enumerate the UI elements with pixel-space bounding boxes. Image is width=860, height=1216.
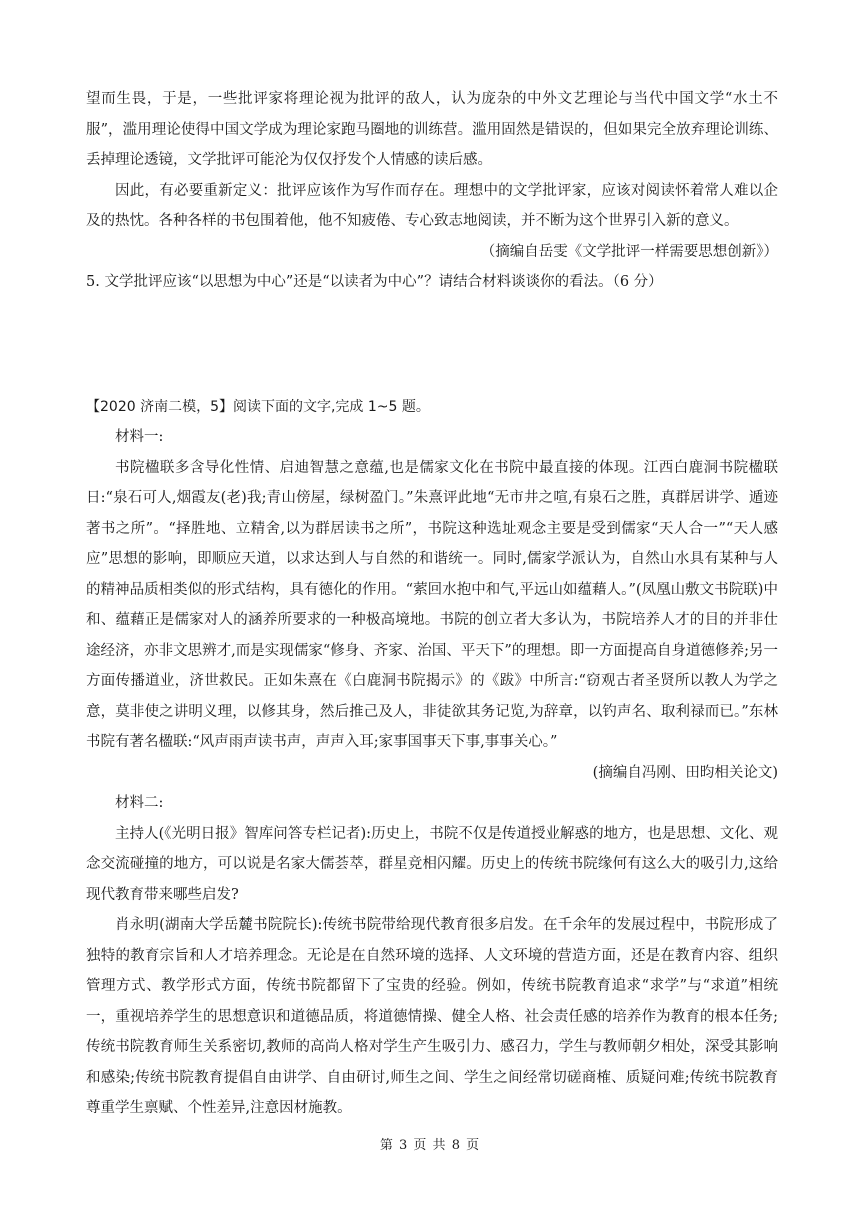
material-1-text: 书院楹联多含导化性情、启迪智慧之意蕴,也是儒家文化在书院中最直接的体现。江西白鹿洞书院楹联日:“泉石可人,烟霞友(老)我;青山傍屋，绿树盈门。”朱熹评此地“无市井之喧,有泉石之胜，真群居讲学、遁迹著书之所”。“择胜地、立精舍,以为群居读书之所”，书院这种选址观念主要是受到儒家“天人合一”“天人感应”思想的影响，即顺应天道，以求达到人与自然的和谐统一。同时,儒家学派认为，自然山水具有某种与人的精神品质相类似的形式结构，具有德化的作用。“萦回水抱中和气,平远山如蕴藉人。”(凤凰山敷文书院联)中和、蕴藉正是儒家对人的涵养所要求的一种极高境地。书院的创立者大多认为，书院培养人才的目的并非仕途经济，亦非文思辨才,而是实现儒家“修身、齐家、治国、平天下”的理想。即一方面提高自身道德修养;另一方面传播道业，济世救民。正如朱熹在《白鹿洞书院揭示》的《跋》中所言:“窃观古者圣贤所以教人为学之意，莫非使之讲明义理，以修其身，然后推己及人，非徒欲其务记览,为辞章，以钓声名、取利禄而已。”东林书院有著名楹联:“风声雨声读书声，声声入耳;家事国事天下事,事事关心。”: [86, 459, 778, 750]
material-2-paragraph-2: 肖永明(湖南大学岳麓书院院长):传统书院带给现代教育很多启发。在千余年的发展过程中，书院形成了独特的教育宗旨和人才培养理念。无论是在自然环境的选择、人文环境的营造方面，还是在教育内容、组织管理方式、教学形式方面，传统书院都留下了宝贵的经验。例如，传统书院教育追求“求学”与“求道”相统一，重视培养学生的思想意识和道德品质，将道德情操、健全人格、社会责任感的培养作为教育的根本任务;传统书院教育师生关系密切,教师的高尚人格对学生产生吸引力、感召力，学生与教师朝夕相处，深受其影响和感染;传统书院教育提倡自由讲学、自由研讨,师生之间、学生之间经常切磋商榷、质疑问难;传统书院教育尊重学生禀赋、个性差异,注意因材施教。: [86, 917, 778, 1116]
material-2-paragraph-1: 主持人(《光明日报》智库问答专栏记者):历史上，书院不仅是传道授业解惑的地方，也是思想、文化、观念交流碰撞的地方，可以说是名家大儒荟萃，群星竞相闪耀。历史上的传统书院缘何有这么大的吸引力,这给现代教育带来哪些启发?: [86, 825, 778, 903]
material-1-label: 材料一:: [115, 429, 164, 445]
source-citation-1: （摘编自岳雯《文学批评一样需要思想创新》）: [480, 243, 778, 260]
question-5: 5. 文学批评应该“以思想为中心”还是“以读者为中心”？请结合材料谈谈你的看法。（6 分）: [86, 274, 663, 290]
page-content: [86, 84, 778, 1124]
material-2-label: 材料二:: [115, 795, 164, 811]
exercise-heading: 【2020 济南二模，5】阅读下面的文字,完成 1~5 题。: [86, 398, 430, 415]
page-footer: 第 3 页 共 8 页: [379, 1138, 481, 1153]
paragraph-2: 因此，有必要重新定义：批评应该作为写作而存在。理想中的文学批评家，应该对阅读怀着常人难以企及的热忱。各种各样的书包围着他，他不知疲倦、专心致志地阅读，并不断为这个世界引入新的意义。: [86, 182, 778, 229]
material-1-source: (摘编自冯刚、田昀相关论文): [592, 764, 778, 781]
paragraph-1: 望而生畏，于是，一些批评家将理论视为批评的敌人，认为庞杂的中外文艺理论与当代中国文学“水土不服”，滥用理论使得中国文学成为理论家跑马圈地的训练营。滥用固然是错误的，但如果完全放弃理论训练、丢掉理论透镜，文学批评可能沦为仅仅抒发个人情感的读后感。: [86, 91, 778, 168]
answer-space: [86, 298, 778, 392]
